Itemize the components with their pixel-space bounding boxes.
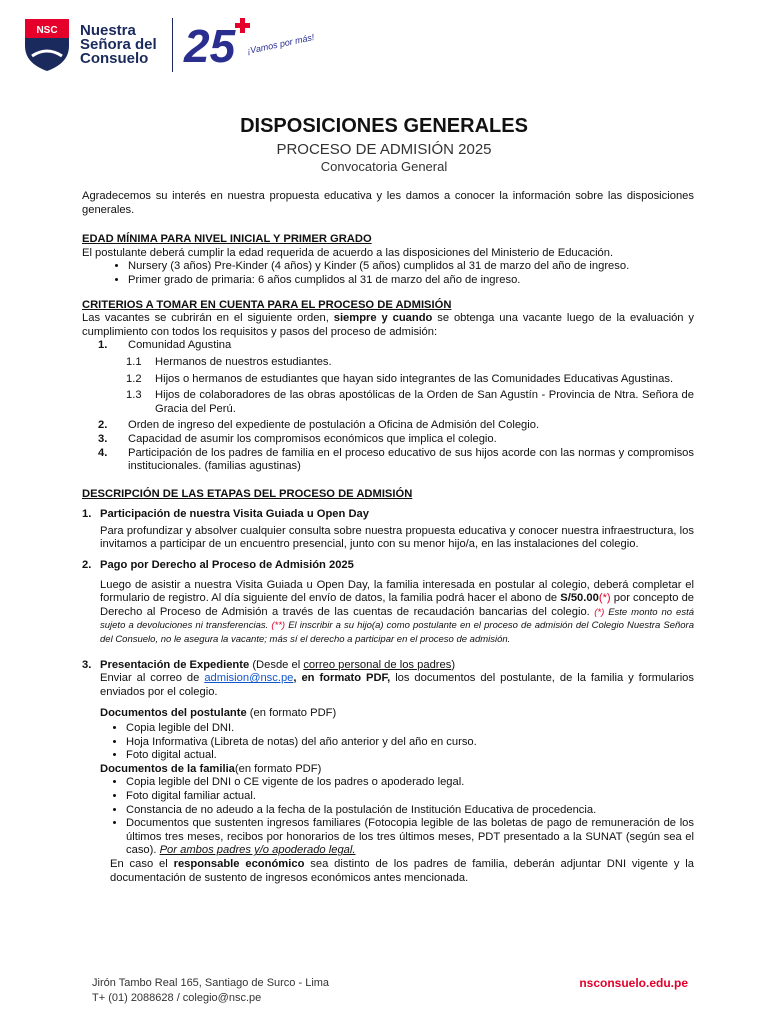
- subitem-number: 1.2: [126, 372, 142, 385]
- list-item: • Copia legible del DNI.: [126, 722, 694, 736]
- closing-text-b: sea distinto de los padres de familia, deberán adjuntar DNI vigente y la documentación de sustento de ingresos económicos antes mencionada.: [110, 857, 694, 884]
- admission-email-link[interactable]: admision@nsc.pe: [204, 672, 294, 685]
- fee-footnote-mark: (*): [598, 592, 611, 605]
- age-paragraph: El postulante deberá cumplir la edad requerida de acuerdo a las disposiciones del Ministerio de Educación.: [82, 246, 614, 259]
- criteria-text-cont: se obtenga una vacante luego de la evaluación y cumplimiento con todos los requisitos y pasos del proceso de admisión:: [82, 312, 694, 338]
- school-name: [80, 24, 157, 66]
- section-heading-criteria: CRITERIOS A TOMAR EN CUENTA PARA EL PROCESO DE ADMISIÓN: [82, 298, 452, 311]
- anniversary-logo: [182, 14, 316, 74]
- footer-contact: [92, 976, 329, 1006]
- section-heading-stages: DESCRIPCIÓN DE LAS ETAPAS DEL PROCESO DE ADMISIÓN: [82, 487, 413, 500]
- item-number: 3.: [98, 432, 108, 445]
- plus-icon: [235, 18, 250, 33]
- list-item: • Constancia de no adeudo a la fecha de la postulación de Institución Educativa de procedencia.: [126, 804, 694, 818]
- document-body: [82, 190, 694, 885]
- stage-2-text-a: Luego de asistir a nuestra Visita Guiada u Open Day, la familia interesada en postular al colegio, deberá completar el formulario de registro. Al día siguiente del envío de datos, la familia podrá hacer el abono de: [100, 578, 694, 605]
- section-heading-age: EDAD MÍNIMA PARA NIVEL INICIAL Y PRIMER GRADO: [82, 233, 372, 246]
- school-shield-logo: [22, 16, 72, 72]
- stage-title: Participación de nuestra Visita Guiada u Open Day: [100, 508, 369, 521]
- closing-text-a: En caso el: [110, 857, 174, 870]
- stage-3-format: , en formato PDF,: [293, 672, 391, 685]
- stage-2-text: [82, 579, 694, 647]
- note-2-text: El inscribir a su hijo(a) como postulante en el proceso de admisión del Colegio Nuestra Señora del Consuelo, no le asegura la vacante; más sí el derecho a participar en el proceso de admisión.: [100, 620, 694, 646]
- criteria-item: [82, 339, 694, 353]
- docs-familia-title: [82, 763, 694, 777]
- note-2-mark: (**): [271, 620, 286, 632]
- school-name-line-1: Nuestra: [80, 22, 136, 39]
- closing-emphasis: responsable económico: [173, 857, 305, 870]
- criteria-subitem: [82, 373, 694, 387]
- docs-format-note: (en formato PDF): [246, 707, 337, 720]
- list-item: • Foto digital actual.: [126, 749, 694, 763]
- docs-postulante-title: [82, 707, 694, 721]
- footer-website[interactable]: nsconsuelo.edu.pe: [579, 976, 688, 990]
- criteria-text: Las vacantes se cubrirán en el siguiente orden,: [82, 312, 334, 325]
- stage-3-text-b: los documentos del postulante, de la familia y formularios enviados por el colegio.: [100, 672, 694, 698]
- closing-paragraph: [82, 858, 694, 885]
- stage-3-text-a: Enviar al correo de: [100, 672, 205, 685]
- criteria-subitem: [82, 356, 694, 370]
- income-docs-note: Por ambos padres y/o apoderado legal.: [159, 844, 356, 857]
- page-title: DISPOSICIONES GENERALES: [240, 115, 528, 137]
- item-number: 2.: [98, 419, 108, 432]
- header-divider: [172, 18, 173, 72]
- list-item: [126, 817, 694, 858]
- stage-1-title: [82, 508, 694, 522]
- docs-format-note: (en formato PDF): [234, 762, 322, 775]
- anniversary-slogan: ¡Vamos por más!: [246, 31, 316, 56]
- note-1-text: Este monto no está sujeto a devoluciones ni transferencias.: [100, 606, 694, 632]
- subitem-number: 1.3: [126, 389, 142, 402]
- intro-paragraph: Agradecemos su interés en nuestra propuesta educativa y les damos a conocer la información sobre las disposiciones generales.: [82, 190, 694, 216]
- stage-title: Presentación de Expediente: [100, 658, 250, 671]
- age-list: [82, 260, 694, 287]
- stage-number: 3.: [82, 658, 92, 671]
- subitem-text: Hijos o hermanos de estudiantes que hayan sido integrantes de las Comunidades Educativas Agustinas.: [155, 372, 674, 385]
- item-text: Participación de los padres de familia en el proceso educativo de sus hijos acorde con las normas y compromisos institucionales. (familias agustinas): [128, 446, 694, 473]
- subitem-text: Hijos de colaboradores de las obras apostólicas de la Orden de San Agustín - Provincia de Ntra. Señora de Gracia del Perú.: [155, 389, 694, 415]
- criteria-emphasis: siempre y cuando: [333, 312, 433, 325]
- anniversary-number: 25: [184, 20, 236, 72]
- stage-number: 1.: [82, 508, 92, 521]
- stage-3-paren-close: ): [451, 658, 456, 671]
- item-text: Comunidad Agustina: [128, 339, 232, 352]
- list-item: • Hoja Informativa (Libreta de notas) del año anterior y del año en curso.: [126, 736, 694, 750]
- docs-familia-list: [82, 776, 694, 858]
- criteria-item: [82, 419, 694, 433]
- shield-text: NSC: [36, 25, 58, 36]
- page-subtitle: PROCESO DE ADMISIÓN 2025: [276, 141, 492, 158]
- subitem-text: Hermanos de nuestros estudiantes.: [155, 355, 332, 368]
- stage-1-text: Para profundizar y absolver cualquier consulta sobre nuestra propuesta educativa y conocer nuestra infraestructura, los invitamos a participar de un encuentro presencial, junto con su menor hijo/a, en las instalaciones del colegio.: [100, 524, 694, 551]
- footer-address: Jirón Tambo Real 165, Santiago de Surco - Lima: [92, 977, 330, 989]
- stage-2-title: [82, 559, 694, 573]
- stage-2-text-b: por concepto de Derecho al Proceso de Admisión a través de las cuentas de recaudación bancarias del colegio.: [100, 592, 695, 618]
- list-item: • Foto digital familiar actual.: [126, 790, 694, 804]
- list-item: • Primer grado de primaria: 6 años cumplidos al 31 de marzo del año de ingreso.: [128, 274, 694, 288]
- item-number: 4.: [98, 446, 108, 459]
- header: [22, 14, 322, 76]
- docs-title: Documentos de la familia: [100, 762, 235, 775]
- docs-postulante-list: [82, 722, 694, 763]
- criteria-paragraph: [82, 312, 694, 339]
- list-item: • Nursery (3 años) Pre-Kinder (4 años) y Kinder (5 años) cumplidos al 31 de marzo del año de ingreso.: [128, 260, 694, 274]
- stage-3-paren-underlined: correo personal de los padres: [303, 658, 452, 671]
- stage-3-paren: (Desde el: [249, 658, 304, 671]
- stage-number: 2.: [82, 559, 92, 572]
- list-item: • Copia legible del DNI o CE vigente de los padres o apoderado legal.: [126, 776, 694, 790]
- criteria-subitem: [82, 389, 694, 416]
- item-number: 1.: [98, 339, 108, 352]
- stage-3-title: [82, 659, 694, 673]
- item-text: Capacidad de asumir los compromisos económicos que implica el colegio.: [128, 432, 497, 445]
- income-docs-text: Documentos que sustenten ingresos familiares (Fotocopia legible de las boletas de pago de remuneración de los últimos tres meses, recibos por honorarios de los tres últimos meses, PDT presentado a la SUNAT (según sea el caso).: [126, 817, 694, 857]
- page-subtitle-secondary: Convocatoria General: [320, 159, 448, 174]
- stage-title: Pago por Derecho al Proceso de Admisión 2025: [100, 559, 354, 572]
- item-text: Orden de ingreso del expediente de postulación a Oficina de Admisión del Colegio.: [128, 419, 540, 432]
- fee-amount: S/50.00: [560, 592, 599, 605]
- docs-title: Documentos del postulante: [100, 707, 247, 720]
- school-name-line-2: Señora del: [80, 36, 157, 53]
- school-name-line-3: Consuelo: [80, 50, 149, 67]
- footer-phone-email: T+ (01) 2088628 / colegio@nsc.pe: [92, 992, 262, 1004]
- criteria-item: [82, 433, 694, 447]
- stage-3-text: [82, 672, 694, 699]
- subitem-number: 1.1: [126, 355, 142, 368]
- criteria-item: [82, 447, 694, 474]
- note-1-mark: (*): [594, 606, 605, 618]
